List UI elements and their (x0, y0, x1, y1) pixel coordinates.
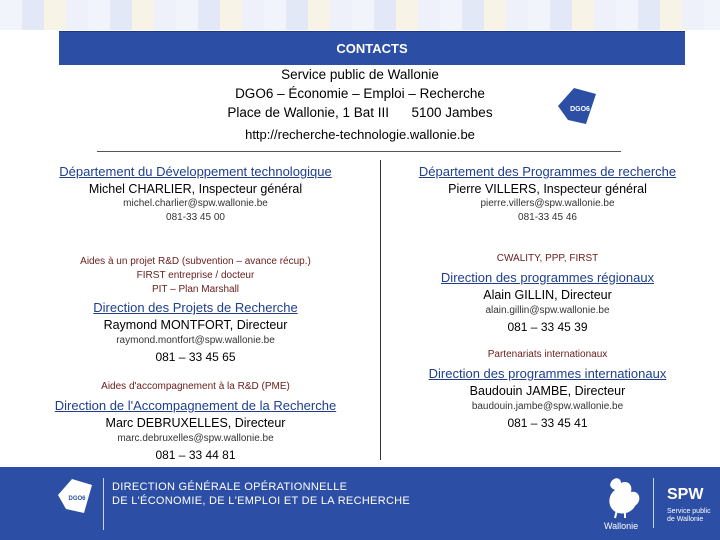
left-direction-1-phone: 081 – 33 45 65 (155, 350, 236, 364)
left-aides-line-2: FIRST entreprise / docteur (136, 270, 255, 281)
website-link[interactable]: http://recherche-technologie.wallonie.be (245, 127, 475, 142)
footer-separator (103, 478, 104, 530)
left-department-title: Département du Développement technologique (59, 164, 332, 179)
left-department-phone: 081-33 45 00 (166, 212, 225, 223)
left-direction-2-title: Direction de l'Accompagnement de la Recherche (54, 398, 337, 413)
right-direction-1-head: Alain GILLIN, Directeur (483, 288, 612, 302)
wallonie-label: Wallonie (604, 521, 639, 531)
right-direction-1-title: Direction des programmes régionaux (440, 270, 655, 285)
page-title: CONTACTS (336, 41, 408, 56)
dgo6-logo-text: DGO6 (570, 106, 590, 113)
right-department-title: Département des Programmes de recherche (418, 164, 677, 179)
left-direction-2-email[interactable]: marc.debruxelles@spw.wallonie.be (117, 433, 274, 444)
org-address: Place de Wallonie, 1 Bat III 5100 Jambes (227, 105, 493, 120)
footer-line-2: DE L'ÉCONOMIE, DE L'EMPLOI ET DE LA RECHERCHE (112, 495, 411, 507)
right-department-phone: 081-33 45 46 (518, 212, 577, 223)
spw-logo-text: SPW (667, 486, 704, 503)
spw-subtitle: Service public de Wallonie (667, 508, 711, 523)
footer-line-1: DIRECTION GÉNÉRALE OPÉRATIONNELLE (112, 481, 348, 493)
right-department-head: Pierre VILLERS, Inspecteur général (448, 182, 647, 196)
right-tag-1: CWALITY, PPP, FIRST (496, 253, 599, 264)
left-department-email[interactable]: michel.charlier@spw.wallonie.be (123, 198, 268, 209)
footer-dgo6-logo (56, 477, 96, 517)
right-direction-2-title: Direction des programmes internationaux (428, 366, 667, 381)
right-direction-1-email[interactable]: alain.gillin@spw.wallonie.be (485, 305, 610, 316)
left-direction-2-head: Marc DEBRUXELLES, Directeur (105, 416, 286, 430)
left-aides-line-1: Aides à un projet R&D (subvention – avance récup.) (80, 256, 311, 267)
right-direction-1-phone: 081 – 33 45 39 (507, 320, 588, 334)
wallonie-rooster-icon (601, 474, 645, 520)
footer-dgo6-logo-text: DGO6 (68, 496, 86, 502)
right-department-email[interactable]: pierre.villers@spw.wallonie.be (480, 198, 615, 209)
left-direction-1-head: Raymond MONTFORT, Directeur (103, 318, 288, 332)
right-direction-2-email[interactable]: baudouin.jambe@spw.wallonie.be (471, 401, 624, 412)
left-column (18, 0, 373, 467)
org-division: DGO6 – Économie – Emploi – Recherche (235, 86, 485, 101)
right-column (390, 0, 705, 467)
left-direction-2-phone: 081 – 33 44 81 (155, 448, 236, 462)
left-aides-line-3: PIT – Plan Marshall (151, 284, 240, 295)
spw-separator (653, 478, 654, 528)
left-direction-1-email[interactable]: raymond.montfort@spw.wallonie.be (116, 335, 275, 346)
right-direction-2-head: Baudouin JAMBE, Directeur (469, 384, 626, 398)
left-department-head: Michel CHARLIER, Inspecteur général (88, 182, 303, 196)
left-direction-1-title: Direction des Projets de Recherche (93, 300, 298, 315)
right-direction-2-phone: 081 – 33 45 41 (507, 416, 588, 430)
column-divider (380, 160, 381, 460)
left-aides-2: Aides d'accompagnement à la R&D (PME) (101, 381, 290, 392)
org-name: Service public de Wallonie (281, 67, 439, 82)
right-tag-2: Partenariats internationaux (487, 349, 608, 360)
